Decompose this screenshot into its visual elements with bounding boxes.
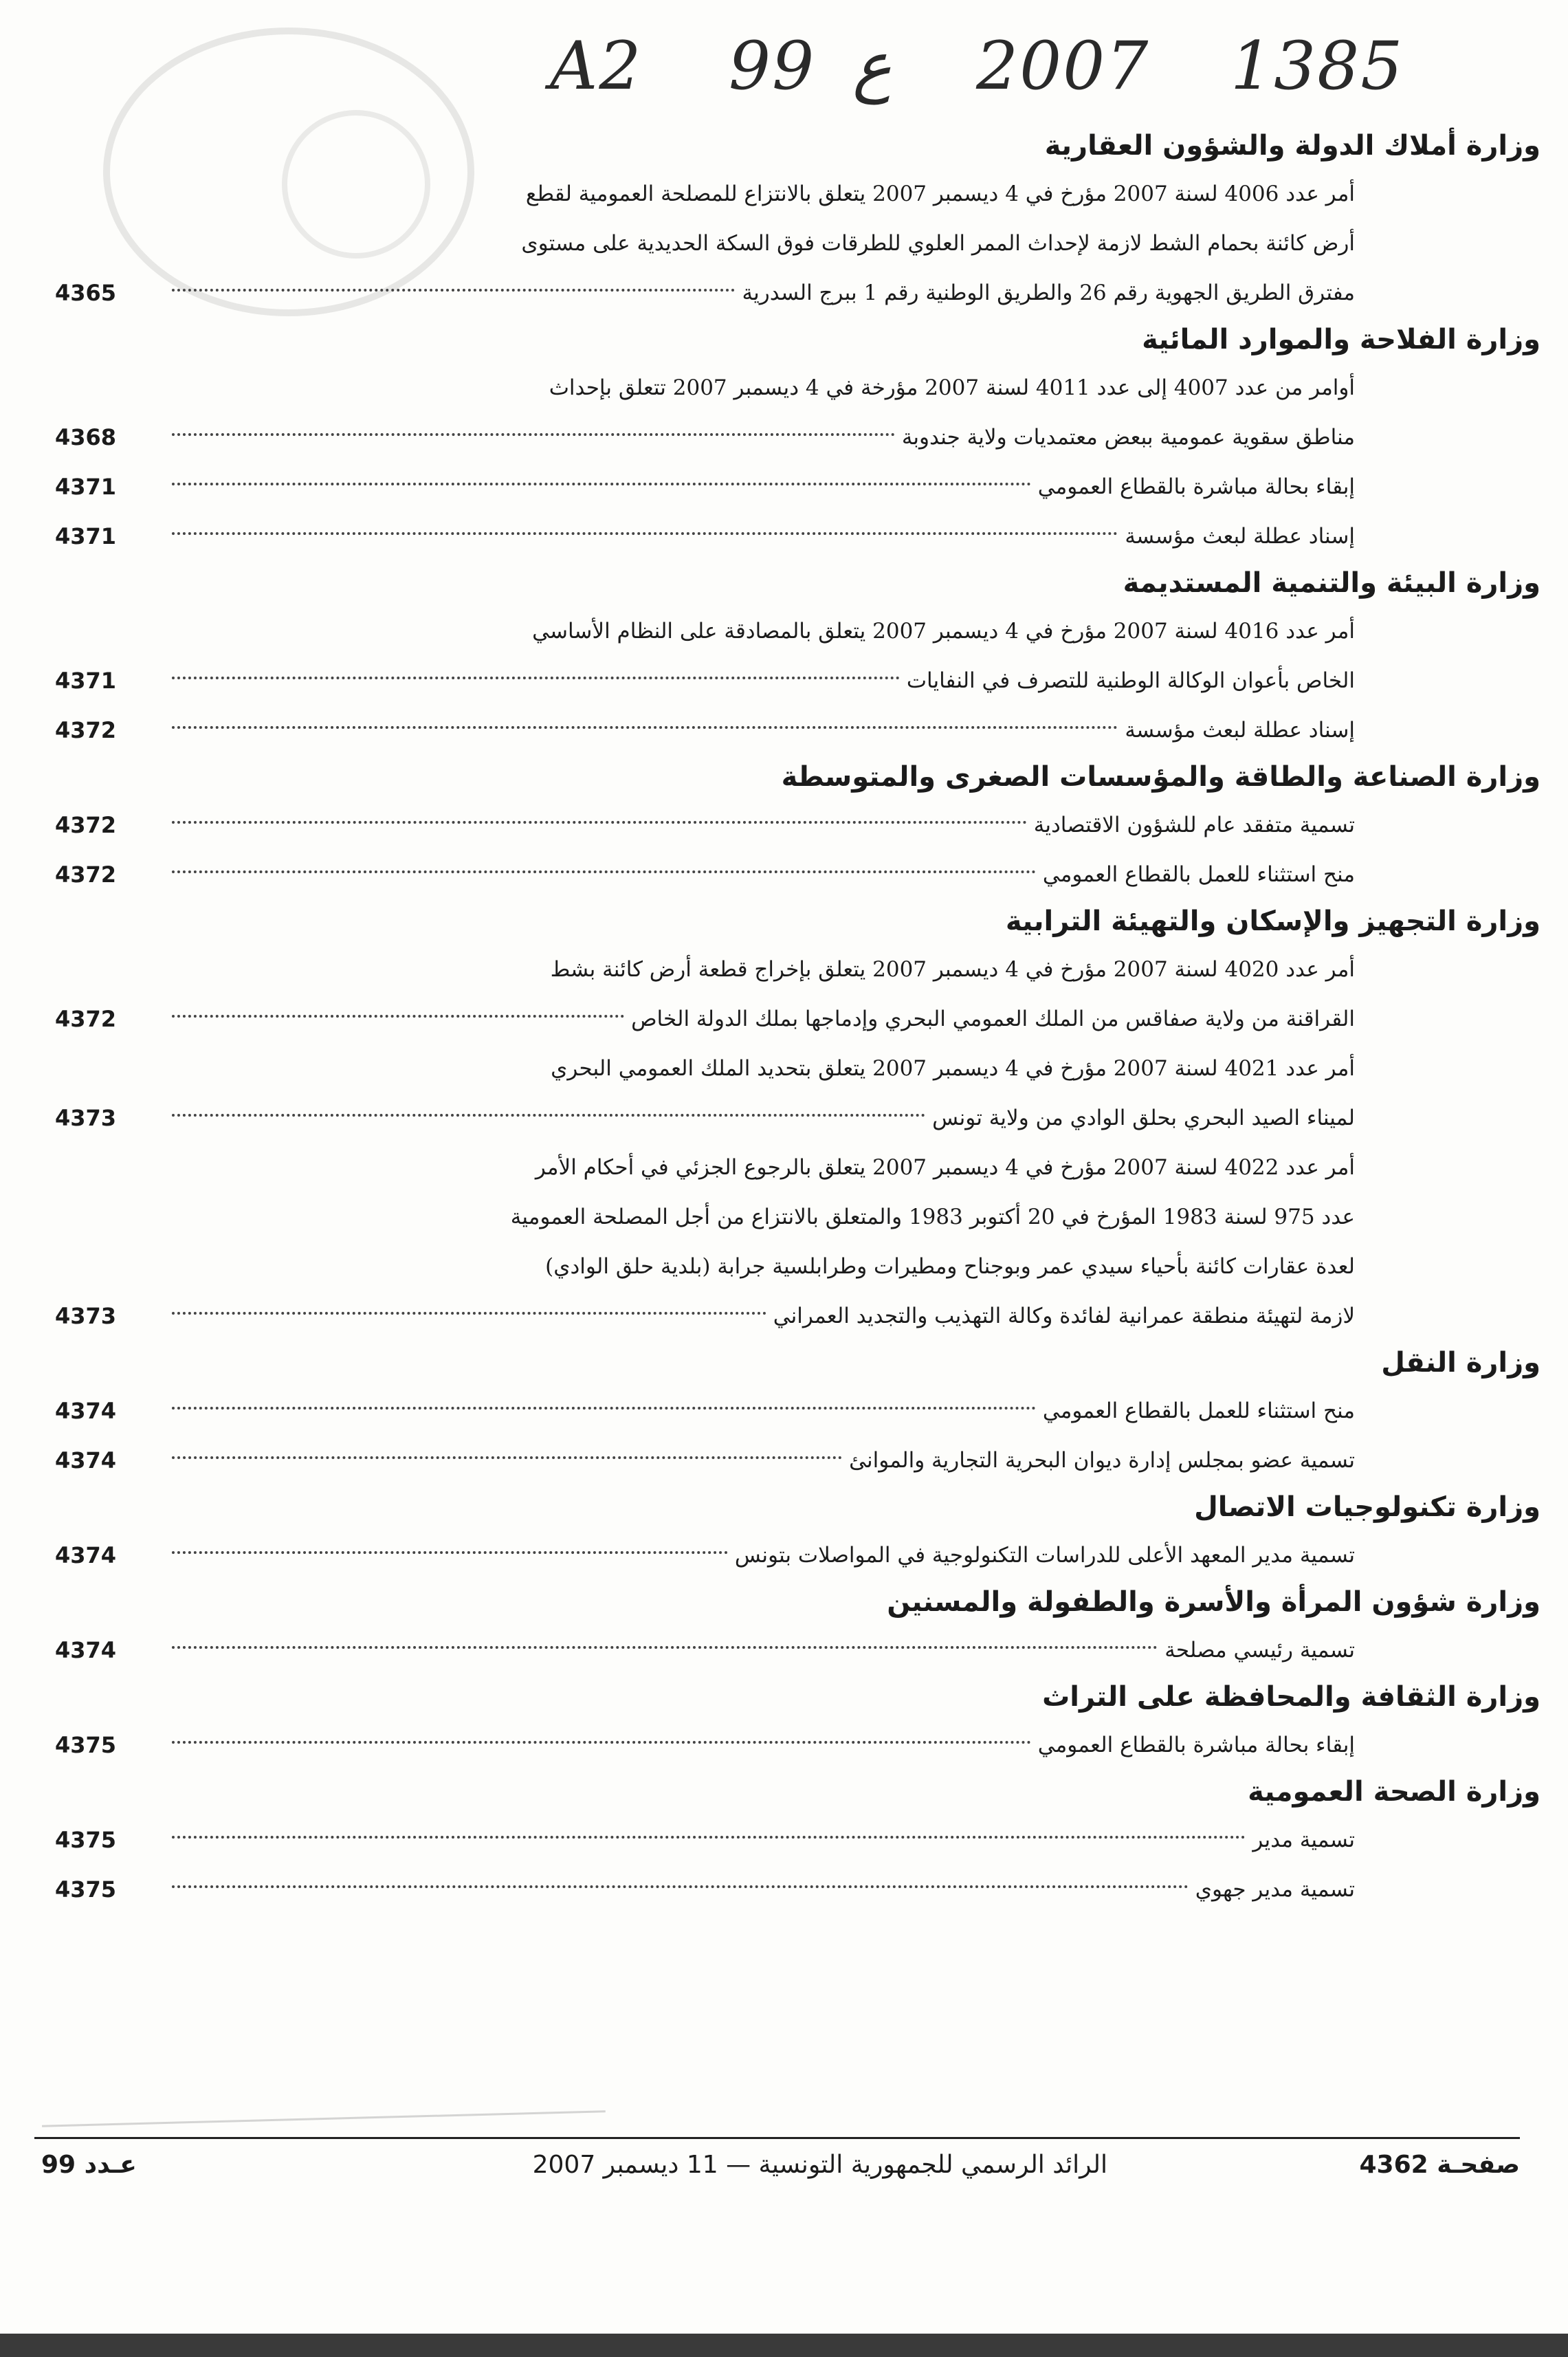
footer-journal-title: الرائد الرسمي للجمهورية التونسية — 11 ديسمبر 2007 (532, 2151, 1107, 2179)
toc-page-number: 4372 (55, 1006, 117, 1032)
dot-leader (172, 1551, 728, 1554)
toc-page-number: 4374 (55, 1637, 117, 1663)
dot-leader (172, 821, 1027, 824)
footer-issue-number: عـدد 99 (41, 2151, 137, 2179)
toc-entry (55, 512, 1355, 561)
dot-leader (172, 433, 895, 436)
toc-entry-text: لعدة عقارات كائنة بأحياء سيدي عمر وبوجناح ومطيرات وطرابلسية جرابة (بلدية حلق الوادي) (545, 1254, 1355, 1279)
toc-entry-text: أوامر من عدد 4007 إلى عدد 4011 لسنة 2007 مؤرخة في 4 ديسمبر 2007 تتعلق بإحداث (549, 375, 1355, 400)
toc-entry (55, 1291, 1355, 1341)
ministry-heading: وزارة أملاك الدولة والشؤون العقارية (1044, 130, 1541, 162)
toc-entry-text: لازمة لتهيئة منطقة عمرانية لفائدة وكالة التهذيب والتجديد العمراني (773, 1304, 1355, 1328)
toc-entry-text: منح استثناء للعمل بالقطاع العمومي (1042, 1399, 1355, 1423)
toc-entry (55, 800, 1355, 850)
toc-entry-text: عدد 975 لسنة 1983 المؤرخ في 20 أكتوبر 1983 والمتعلق بالانتزاع من أجل المصلحة العمومية (510, 1205, 1355, 1229)
ministry-heading: وزارة الصحة العمومية (1248, 1776, 1541, 1808)
handwritten-scribble (41, 2062, 606, 2127)
dot-leader (172, 1646, 1158, 1649)
toc-entry-text: مناطق سقوية عمومية ببعض معتمديات ولاية جندوبة (901, 425, 1355, 450)
toc-entry (55, 1531, 1355, 1580)
dot-leader (172, 532, 1118, 535)
toc-entry (55, 462, 1355, 512)
table-of-contents (55, 124, 1541, 1914)
dot-leader (172, 1312, 766, 1315)
toc-entry (55, 994, 1355, 1044)
toc-page-number: 4371 (55, 523, 117, 549)
toc-entry (55, 1436, 1355, 1485)
dot-leader (172, 1015, 624, 1018)
dot-leader (172, 1114, 925, 1117)
toc-entry-text: أمر عدد 4021 لسنة 2007 مؤرخ في 4 ديسمبر 2007 يتعلق بتحديد الملك العمومي البحري (551, 1056, 1355, 1081)
toc-entry-text: منح استثناء للعمل بالقطاع العمومي (1042, 862, 1355, 887)
toc-page-number: 4365 (55, 280, 117, 306)
toc-entry-text: تسمية رئيسي مصلحة (1164, 1638, 1355, 1663)
dot-leader (172, 1741, 1031, 1744)
toc-page-number: 4371 (55, 474, 117, 500)
toc-entry (55, 1625, 1355, 1675)
toc-entry-text: أمر عدد 4006 لسنة 2007 مؤرخ في 4 ديسمبر 2007 يتعلق بالانتزاع للمصلحة العمومية لقطع (525, 182, 1355, 206)
toc-entry-text: مفترق الطريق الجهوية رقم 26 والطريق الوطنية رقم 1 ببرج السدرية (742, 281, 1355, 305)
toc-entry-text: تسمية متفقد عام للشؤون الاقتصادية (1033, 813, 1355, 837)
scan-edge (0, 2334, 1568, 2357)
ministry-heading: وزارة الصناعة والطاقة والمؤسسات الصغرى والمتوسطة (781, 761, 1541, 793)
toc-entry-text: تسمية مدير جهوي (1195, 1877, 1355, 1902)
ministry-heading: وزارة التجهيز والإسكان والتهيئة الترابية (1005, 906, 1541, 937)
dot-leader (172, 1836, 1246, 1839)
handwritten-note-d: 2007 (976, 28, 1150, 105)
toc-entry (55, 268, 1355, 318)
dot-leader (172, 1407, 1036, 1410)
toc-entry-text: أرض كائنة بحمام الشط لازمة لإحداث الممر العلوي للطرقات فوق السكة الحديدية على مستوى (521, 231, 1355, 256)
toc-entry-text: تسمية عضو بمجلس إدارة ديوان البحرية التجارية والموانئ (849, 1448, 1355, 1473)
toc-page-number: 4373 (55, 1105, 117, 1131)
toc-entry (55, 413, 1355, 462)
toc-page-number: 4375 (55, 1732, 117, 1758)
ministry-heading: وزارة الفلاحة والموارد المائية (1142, 324, 1541, 355)
toc-entry (55, 1815, 1355, 1865)
handwritten-note-c: ع (852, 28, 892, 105)
toc-page-number: 4373 (55, 1303, 117, 1329)
toc-entry-text: أمر عدد 4020 لسنة 2007 مؤرخ في 4 ديسمبر 2007 يتعلق بإخراج قطعة أرض كائنة بشط (550, 957, 1355, 982)
toc-entry-text: أمر عدد 4022 لسنة 2007 مؤرخ في 4 ديسمبر 2007 يتعلق بالرجوع الجزئي في أحكام الأمر (535, 1155, 1355, 1180)
handwritten-note-a: A2 (550, 28, 643, 105)
dot-leader (172, 677, 900, 679)
dot-leader (172, 726, 1118, 729)
handwritten-note-b: 99 (729, 28, 816, 105)
toc-entry-text: القراقنة من ولاية صفاقس من الملك العمومي البحري وإدماجها بملك الدولة الخاص (631, 1007, 1355, 1031)
ministry-heading: وزارة النقل (1381, 1347, 1541, 1379)
toc-entry-text: إبقاء بحالة مباشرة بالقطاع العمومي (1037, 1733, 1355, 1757)
toc-entry (55, 1093, 1355, 1143)
dot-leader (172, 1885, 1189, 1888)
toc-entry-text: إبقاء بحالة مباشرة بالقطاع العمومي (1037, 474, 1355, 499)
dot-leader (172, 870, 1036, 873)
page-footer (41, 2151, 1520, 2192)
toc-page-number: 4374 (55, 1447, 117, 1473)
dot-leader (172, 483, 1031, 485)
toc-page-number: 4375 (55, 1827, 117, 1853)
toc-entry (55, 1865, 1355, 1914)
toc-page-number: 4372 (55, 812, 117, 838)
toc-page-number: 4372 (55, 862, 117, 888)
toc-page-number: 4368 (55, 424, 117, 450)
toc-entry (55, 705, 1355, 755)
toc-entry-text: إسناد عطلة لبعث مؤسسة (1125, 524, 1355, 549)
toc-page-number: 4374 (55, 1542, 117, 1568)
toc-page-number: 4372 (55, 717, 117, 743)
toc-page-number: 4375 (55, 1876, 117, 1903)
dot-leader (172, 1456, 842, 1459)
toc-entry (55, 850, 1355, 899)
ministry-heading: وزارة البيئة والتنمية المستديمة (1123, 567, 1541, 599)
toc-entry-text: أمر عدد 4016 لسنة 2007 مؤرخ في 4 ديسمبر 2007 يتعلق بالمصادقة على النظام الأساسي (532, 619, 1355, 644)
toc-entry-text: تسمية مدير (1252, 1828, 1355, 1852)
toc-entry-text: تسمية مدير المعهد الأعلى للدراسات التكنولوجية في المواصلات بتونس (734, 1543, 1355, 1568)
handwritten-note-e: 1385 (1230, 28, 1404, 105)
toc-entry (55, 656, 1355, 705)
dot-leader (172, 289, 735, 292)
toc-entry-text: إسناد عطلة لبعث مؤسسة (1125, 718, 1355, 743)
toc-entry (55, 1720, 1355, 1770)
toc-entry-text: لميناء الصيد البحري بحلق الوادي من ولاية تونس (932, 1106, 1355, 1130)
toc-page-number: 4371 (55, 668, 117, 694)
ministry-heading: وزارة تكنولوجيات الاتصال (1194, 1491, 1541, 1523)
ministry-heading: وزارة الثقافة والمحافظة على التراث (1042, 1681, 1541, 1713)
toc-page-number: 4374 (55, 1398, 117, 1424)
toc-entry (55, 1386, 1355, 1436)
toc-entry-text: الخاص بأعوان الوكالة الوطنية للتصرف في النفايات (906, 668, 1355, 693)
ministry-heading: وزارة شؤون المرأة والأسرة والطفولة والمسنين (887, 1586, 1541, 1618)
footer-rule (34, 2137, 1520, 2139)
footer-page-number: صفحـة 4362 (1359, 2151, 1520, 2179)
